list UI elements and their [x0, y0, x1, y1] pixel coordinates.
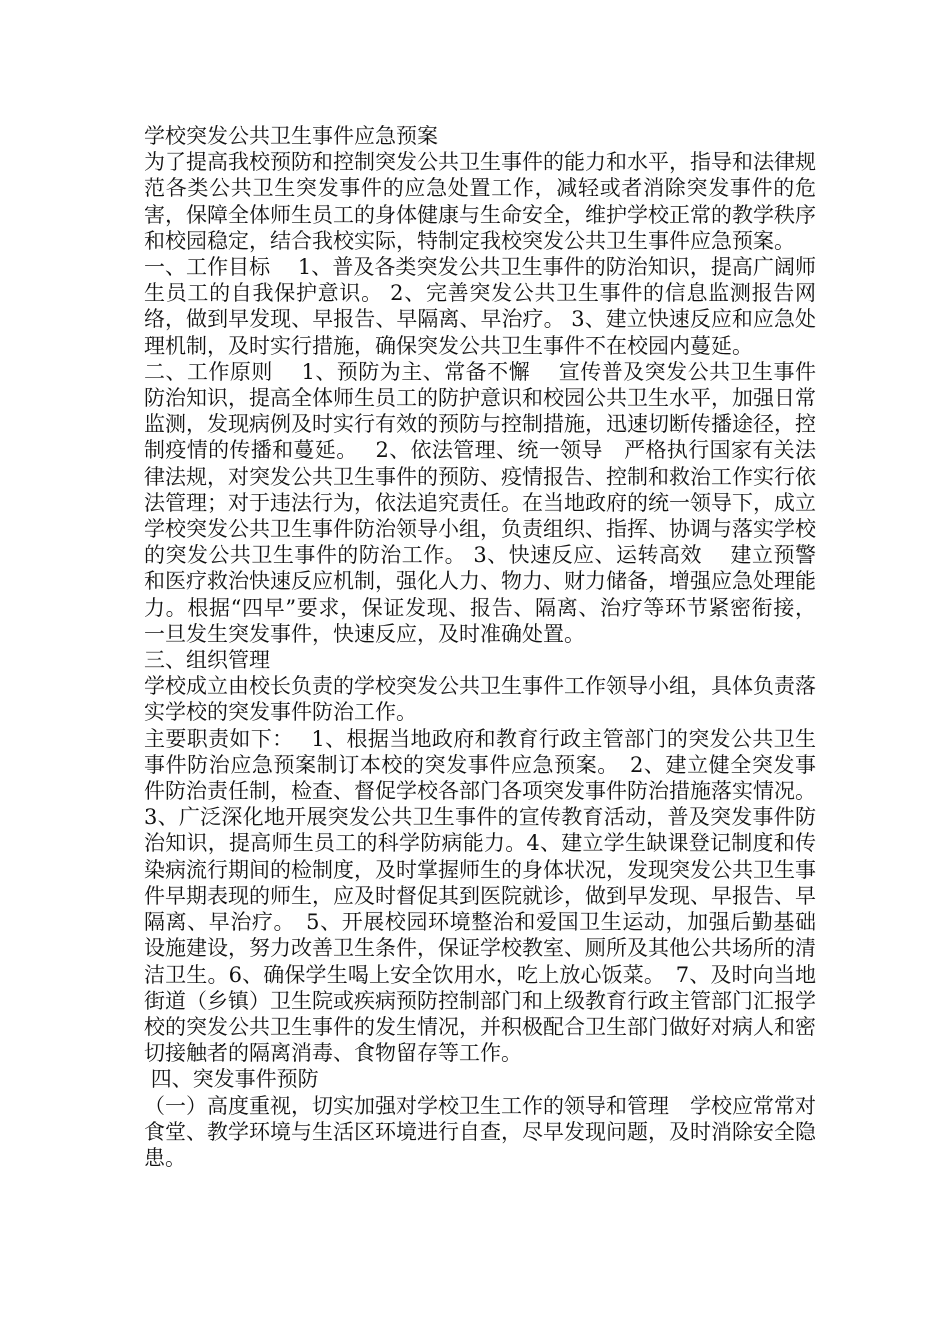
document-body: [144, 123, 823, 1171]
paragraph-work-goals: 一、工作目标 1、普及各类突发公共卫生事件的防治知识，提高广阔师生员工的自我保护意识。 2、完善突发公共卫生事件的信息监测报告网络，做到早发现、早报告、早隔离、早治疗。 3、建立快速反应和应急处理机制，及时实行措施，确保突发公共卫生事件不在校园内蔓延。: [144, 255, 816, 358]
paragraph-organization: 学校成立由校长负责的学校突发公共卫生事件工作领导小组，具体负责落实学校的突发事件防治工作。: [144, 674, 816, 725]
paragraph-work-principles: 二、工作原则 1、预防为主、常备不懈 宣传普及突发公共卫生事件防治知识，提高全体师生员工的防护意识和校园公共卫生水平，加强日常监测，发现病例及时实行有效的预防与控制措施，迅速切断传播途径，控制疫情的传播和蔓延。 2、依法管理、统一领导 严格执行国家有关法律法规，对突发公共卫生事件的预防、疫情报告、控制和救治工作实行依法管理；对于违法行为，依法追究责任。在当地政府的统一领导下，成立学校突发公共卫生事件防治领导小组，负责组织、指挥、协调与落实学校的突发公共卫生事件的防治工作。 3、快速反应、运转高效 建立预警和医疗救治快速反应机制，强化人力、物力、财力储备，增强应急处理能力。根据“四早”要求，保证发现、报告、隔离、治疗等环节紧密衔接，一旦发生突发事件，快速反应，及时准确处置。: [144, 359, 816, 646]
section-heading-prevention: 四、突发事件预防: [144, 1067, 319, 1092]
paragraph-main-duties: 主要职责如下： 1、根据当地政府和教育行政主管部门的突发公共卫生事件防治应急预案制订本校的突发事件应急预案。 2、建立健全突发事件防治责任制，检查、督促学校各部门各项突发事件防治措施落实情况。 3、广泛深化地开展突发公共卫生事件的宣传教育活动，普及突发事件防治知识，提高师生员工的科学防病能力。4、建立学生缺课登记制度和传染病流行期间的检制度，及时掌握师生的身体状况，发现突发公共卫生事件早期表现的师生，应及时督促其到医院就诊，做到早发现、早报告、早隔离、早治疗。 5、开展校园环境整治和爱国卫生运动，加强后勤基础设施建设，努力改善卫生条件，保证学校教室、厕所及其他公共场所的清洁卫生。6、确保学生喝上安全饮用水，吃上放心饭菜。 7、及时向当地街道（乡镇）卫生院或疾病预防控制部门和上级教育行政主管部门汇报学校的突发公共卫生事件的发生情况，并积极配合卫生部门做好对病人和密切接触者的隔离消毒、食物留存等工作。: [144, 726, 823, 1066]
section-heading-organization: 三、组织管理: [144, 648, 270, 673]
document-title: 学校突发公共卫生事件应急预案: [144, 124, 438, 148]
paragraph-intro: 为了提高我校预防和控制突发公共卫生事件的能力和水平，指导和法律规范各类公共卫生突发事件的应急处置工作，减轻或者消除突发事件的危害，保障全体师生员工的身体健康与生命安全，维护学校正常的教学秩序和校园稳定，结合我校实际，特制定我校突发公共卫生事件应急预案。: [144, 150, 816, 253]
paragraph-prevention-1: （一）高度重视，切实加强对学校卫生工作的领导和管理 学校应常常对食堂、教学环境与生活区环境进行自查，尽早发现问题，及时消除安全隐患。: [144, 1093, 816, 1170]
